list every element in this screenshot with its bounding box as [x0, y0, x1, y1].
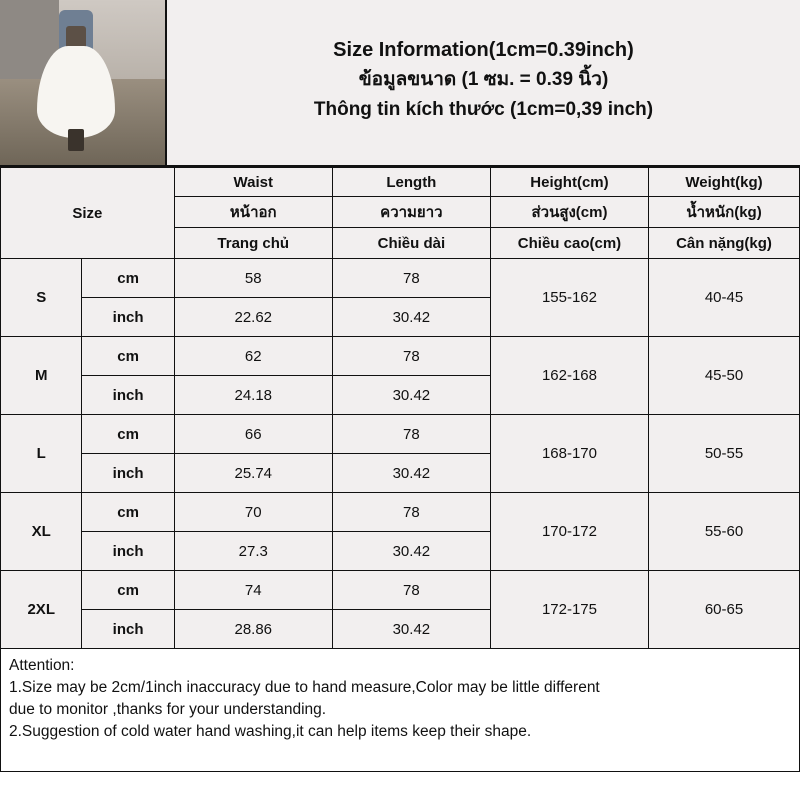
header-weight-th: น้ำหนัก(kg)	[649, 197, 800, 228]
header-length-vi: Chiều dài	[332, 228, 490, 259]
attention-line-3: 2.Suggestion of cold water hand washing,it can help items keep their shape.	[9, 723, 532, 740]
cell-waist-cm: 70	[174, 493, 332, 532]
attention-line-1: 1.Size may be 2cm/1inch inaccuracy due to hand measure,Color may be little different	[9, 679, 600, 696]
title-thai: ข้อมูลขนาด (1 ซม. = 0.39 นิ้ว)	[358, 68, 609, 90]
row-size-label: M	[1, 337, 82, 415]
row-unit-inch: inch	[82, 298, 174, 337]
title-vietnamese: Thông tin kích thước (1cm=0,39 inch)	[313, 98, 654, 120]
cell-waist-inch: 22.62	[174, 298, 332, 337]
cell-waist-cm: 62	[174, 337, 332, 376]
row-size-label: L	[1, 415, 82, 493]
row-unit-inch: inch	[82, 532, 174, 571]
row-unit-cm: cm	[82, 493, 174, 532]
cell-length-inch: 30.42	[332, 298, 490, 337]
cell-length-cm: 78	[332, 259, 490, 298]
header-waist-th: หน้าอก	[174, 197, 332, 228]
cell-waist-inch: 27.3	[174, 532, 332, 571]
cell-length-inch: 30.42	[332, 610, 490, 649]
row-unit-inch: inch	[82, 610, 174, 649]
cell-waist-inch: 25.74	[174, 454, 332, 493]
header-height-en: Height(cm)	[490, 168, 648, 197]
cell-height-range: 155-162	[490, 259, 648, 337]
header-waist-en: Waist	[174, 168, 332, 197]
table-row	[1, 337, 800, 376]
cell-waist-cm: 66	[174, 415, 332, 454]
table-body	[1, 259, 800, 649]
cell-waist-inch: 28.86	[174, 610, 332, 649]
cell-height-range: 168-170	[490, 415, 648, 493]
row-unit-inch: inch	[82, 454, 174, 493]
header-weight-vi: Cân nặng(kg)	[649, 228, 800, 259]
header-length-th: ความยาว	[332, 197, 490, 228]
cell-length-cm: 78	[332, 571, 490, 610]
model-skirt	[37, 46, 115, 138]
cell-waist-inch: 24.18	[174, 376, 332, 415]
row-unit-cm: cm	[82, 259, 174, 298]
row-unit-cm: cm	[82, 571, 174, 610]
cell-weight-range: 50-55	[649, 415, 800, 493]
cell-length-inch: 30.42	[332, 376, 490, 415]
model-legs	[68, 129, 84, 151]
row-size-label: XL	[1, 493, 82, 571]
cell-waist-cm: 74	[174, 571, 332, 610]
header-row-english	[1, 168, 800, 197]
title-block	[167, 0, 800, 165]
table-row	[1, 493, 800, 532]
cell-height-range: 162-168	[490, 337, 648, 415]
cell-height-range: 170-172	[490, 493, 648, 571]
cell-weight-range: 60-65	[649, 571, 800, 649]
cell-length-inch: 30.42	[332, 454, 490, 493]
table-row	[1, 259, 800, 298]
cell-length-cm: 78	[332, 415, 490, 454]
title-english: Size Information(1cm=0.39inch)	[333, 38, 634, 61]
attention-note	[0, 649, 800, 772]
cell-length-cm: 78	[332, 493, 490, 532]
size-table	[0, 167, 800, 649]
attention-line-2: due to monitor ,thanks for your understanding.	[9, 701, 327, 718]
cell-waist-cm: 58	[174, 259, 332, 298]
cell-weight-range: 40-45	[649, 259, 800, 337]
cell-weight-range: 45-50	[649, 337, 800, 415]
attention-heading: Attention:	[9, 657, 75, 674]
cell-weight-range: 55-60	[649, 493, 800, 571]
header-weight-en: Weight(kg)	[649, 168, 800, 197]
header	[0, 0, 800, 167]
product-photo	[0, 0, 167, 165]
table-header	[1, 168, 800, 259]
table-row	[1, 415, 800, 454]
row-size-label: S	[1, 259, 82, 337]
row-unit-inch: inch	[82, 376, 174, 415]
header-size-label: Size	[1, 168, 175, 259]
row-unit-cm: cm	[82, 337, 174, 376]
cell-height-range: 172-175	[490, 571, 648, 649]
table-row	[1, 571, 800, 610]
header-height-th: ส่วนสูง(cm)	[490, 197, 648, 228]
header-waist-vi: Trang chủ	[174, 228, 332, 259]
header-length-en: Length	[332, 168, 490, 197]
header-height-vi: Chiều cao(cm)	[490, 228, 648, 259]
cell-length-cm: 78	[332, 337, 490, 376]
row-size-label: 2XL	[1, 571, 82, 649]
cell-length-inch: 30.42	[332, 532, 490, 571]
row-unit-cm: cm	[82, 415, 174, 454]
